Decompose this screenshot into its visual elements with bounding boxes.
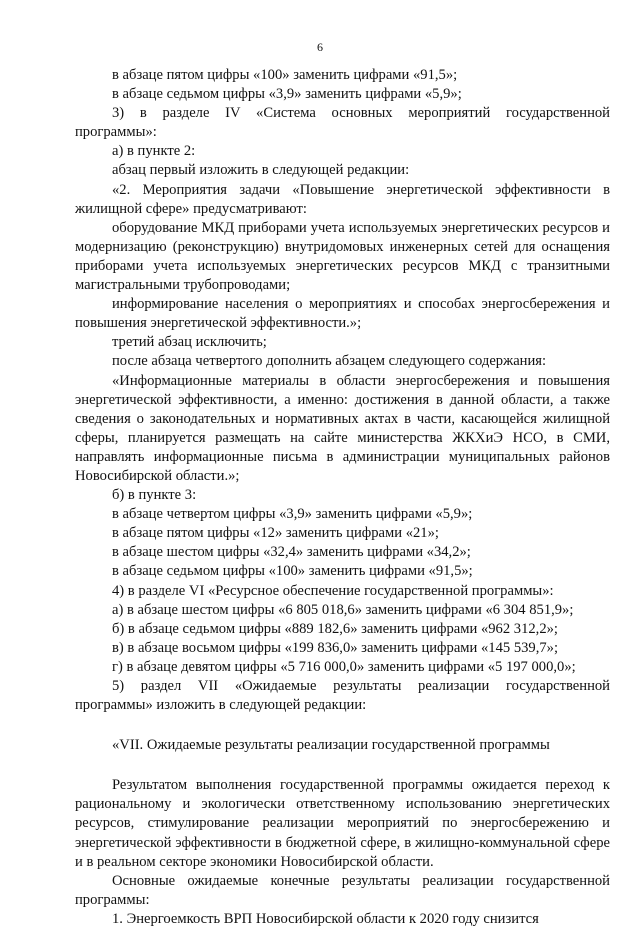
paragraph: в абзаце шестом цифры «32,4» заменить цифрами «34,2»; [112, 544, 471, 561]
paragraph: в абзаце пятом цифры «100» заменить цифрами «91,5»; [112, 67, 458, 83]
paragraph: абзац первый изложить в следующей редакции: [112, 162, 410, 179]
paragraph: в) в абзаце восьмом цифры «199 836,0» заменить цифрами «145 539,7»; [112, 639, 559, 656]
paragraph: а) в абзаце шестом цифры «6 805 018,6» заменить цифрами «6 304 851,9»; [112, 601, 574, 618]
paragraph: «2. Мероприятия задачи «Повышение энергетической эффективности в жилищной сфере» предусматривают: [75, 181, 610, 217]
paragraph: б) в абзаце седьмом цифры «889 182,6» заменить цифрами «962 312,2»; [112, 620, 558, 637]
paragraph: в абзаце пятом цифры «12» заменить цифрами «21»; [112, 525, 439, 542]
paragraph: Основные ожидаемые конечные результаты реализации государственной программы: [75, 872, 610, 908]
page-number: 6 [317, 40, 323, 54]
paragraph: Результатом выполнения государственной программы ожидается переход к рациональному и экологически ответственному использованию энергетических ресурсов, стимулирование реализации мероприятий по энергосбережению и энергетической эффективности в бюджетной сфере, в жилищно-коммунальной сфере и в реальном секторе экономики Новосибирской области. [75, 777, 610, 870]
paragraph: 5) раздел VII «Ожидаемые результаты реализации государственной программы» изложить в следующей редакции: [75, 678, 610, 714]
paragraph: в абзаце седьмом цифры «100» заменить цифрами «91,5»; [112, 563, 473, 580]
paragraph: после абзаца четвертого дополнить абзацем следующего содержания: [112, 353, 547, 370]
paragraph: информирование населения о мероприятиях и способах энергосбережения и повышения энергетической эффективности.»; [75, 296, 610, 332]
paragraph: в абзаце седьмом цифры «3,9» заменить цифрами «5,9»; [112, 86, 462, 103]
paragraph: в абзаце четвертом цифры «3,9» заменить цифрами «5,9»; [112, 506, 473, 523]
paragraph: а) в пункте 2: [112, 143, 196, 160]
section-heading: «VII. Ожидаемые результаты реализации государственной программы [112, 737, 550, 754]
paragraph: «Информационные материалы в области энергосбережения и повышения энергетической эффективности, а именно: достижения в данной области, а также сведения о законодательных и нормативных актах в части, касающейся жилищной сферы, планируется размещать на сайте министерства ЖКХиЭ НСО, в СМИ, направлять информационные письма в администрации муниципальных районов Новосибирской области.»; [75, 372, 610, 484]
paragraph: г) в абзаце девятом цифры «5 716 000,0» заменить цифрами «5 197 000,0»; [112, 658, 576, 675]
document-body [75, 66, 610, 929]
paragraph: 4) в разделе VI «Ресурсное обеспечение государственной программы»: [112, 582, 554, 599]
paragraph: 3) в разделе IV «Система основных мероприятий государственной программы»: [75, 105, 610, 141]
paragraph: оборудование МКД приборами учета используемых энергетических ресурсов и модернизацию (реконструкцию) внутридомовых инженерных сетей для оснащения приборами учета используемых энергетических ресурсов МКД с транзитными магистральными трубопроводами; [75, 219, 610, 294]
paragraph: третий абзац исключить; [112, 334, 267, 351]
paragraph: б) в пункте 3: [112, 487, 197, 504]
paragraph: 1. Энергоемкость ВРП Новосибирской области к 2020 году снизится [112, 910, 539, 927]
